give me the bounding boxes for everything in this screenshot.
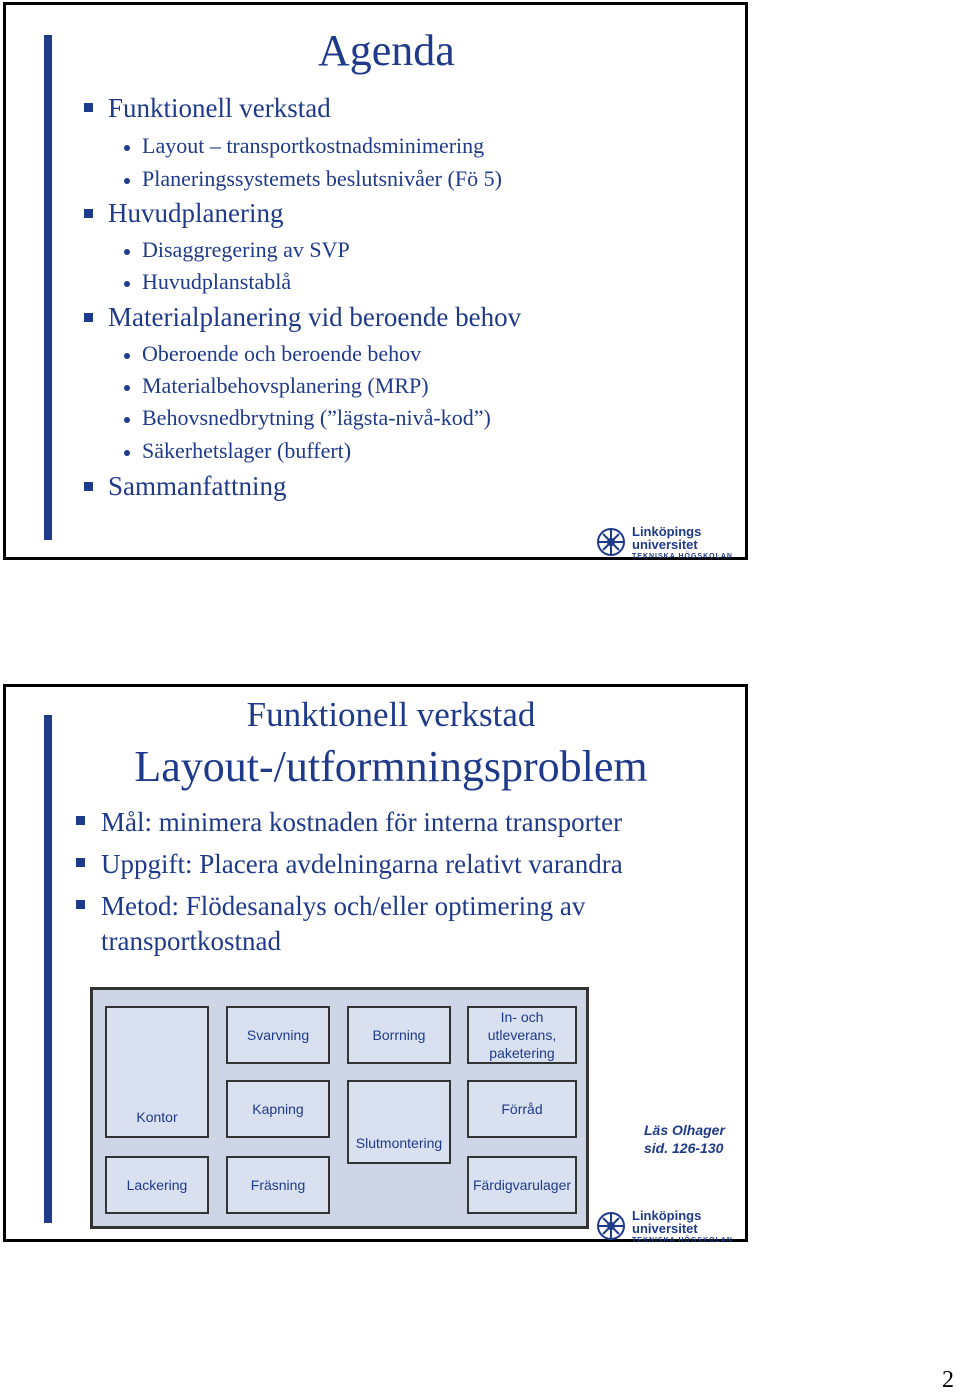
university-logo	[596, 1209, 745, 1243]
agenda-item: Materialplanering vid beroende behov	[108, 302, 522, 332]
agenda-item: Huvudplanering	[108, 198, 284, 228]
dot-bullet-icon	[124, 353, 130, 359]
dept-forrad: Förråd	[467, 1080, 577, 1138]
dot-bullet-icon	[124, 145, 130, 151]
dept-slutmontering: Slutmontering	[347, 1080, 451, 1164]
reading-note-line2: sid. 126-130	[644, 1140, 724, 1156]
workshop-layout-diagram	[90, 987, 589, 1229]
dept-kontor: Kontor	[105, 1006, 209, 1138]
university-emblem-icon	[596, 527, 626, 557]
slide-accent-bar	[44, 35, 52, 540]
dot-bullet-icon	[124, 385, 130, 391]
agenda-subitem: Planeringssystemets beslutsnivåer (Fö 5)	[142, 166, 502, 191]
dot-bullet-icon	[124, 417, 130, 423]
agenda-subitem: Oberoende och beroende behov	[142, 341, 422, 366]
agenda-subitem: Säkerhetslager (buffert)	[142, 438, 352, 463]
agenda-subitem: Layout – transportkostnadsminimering	[142, 133, 485, 158]
logo-subtitle: TEKNISKA HÖGSKOLAN	[632, 1236, 733, 1244]
bullet-text-continued: transportkostnad	[101, 926, 281, 956]
dept-lackering: Lackering	[105, 1156, 209, 1214]
dot-bullet-icon	[124, 281, 130, 287]
square-bullet-icon	[76, 858, 85, 867]
university-emblem-icon	[596, 1211, 626, 1241]
agenda-subitem: Disaggregering av SVP	[142, 237, 350, 262]
square-bullet-icon	[76, 816, 85, 825]
dept-borrning: Borrning	[347, 1006, 451, 1064]
agenda-subitem: Materialbehovsplanering (MRP)	[142, 373, 429, 398]
dept-fardigvarulager: Färdigvarulager	[467, 1156, 577, 1214]
page-number: 2	[942, 1367, 954, 1393]
dept-kapning: Kapning	[226, 1080, 330, 1138]
square-bullet-icon	[84, 482, 93, 491]
reading-note-line1: Läs Olhager	[644, 1122, 725, 1138]
university-logo	[596, 525, 745, 559]
dot-bullet-icon	[124, 450, 130, 456]
slide-agenda	[3, 2, 748, 560]
bullet-text: Mål: minimera kostnaden för interna transporter	[101, 807, 623, 837]
agenda-subitem: Huvudplanstablå	[142, 269, 292, 294]
reading-note	[644, 1121, 725, 1157]
agenda-item: Sammanfattning	[108, 471, 287, 501]
dot-bullet-icon	[124, 249, 130, 255]
square-bullet-icon	[84, 103, 93, 112]
logo-name: Linköpings universitet	[632, 1207, 702, 1236]
square-bullet-icon	[84, 209, 93, 218]
logo-name: Linköpings universitet	[632, 523, 702, 552]
dept-frasning: Fräsning	[226, 1156, 330, 1214]
agenda-item: Funktionell verkstad	[108, 93, 331, 123]
slide-subtitle: Layout-/utformningsproblem	[134, 742, 648, 791]
slide-layout-problem	[3, 684, 748, 1242]
square-bullet-icon	[84, 313, 93, 322]
slide-title: Agenda	[318, 26, 455, 75]
square-bullet-icon	[76, 900, 85, 909]
bullet-text: Metod: Flödesanalys och/eller optimering av	[101, 891, 586, 921]
logo-subtitle: TEKNISKA HÖGSKOLAN	[632, 552, 733, 560]
dot-bullet-icon	[124, 178, 130, 184]
dept-in-utleverans: In- och utleverans, paketering	[467, 1006, 577, 1064]
agenda-subitem: Behovsnedbrytning (”lägsta-nivå-kod”)	[142, 405, 491, 430]
dept-svarvning: Svarvning	[226, 1006, 330, 1064]
slide-title: Funktionell verkstad	[246, 695, 536, 734]
bullet-text: Uppgift: Placera avdelningarna relativt varandra	[101, 849, 623, 879]
